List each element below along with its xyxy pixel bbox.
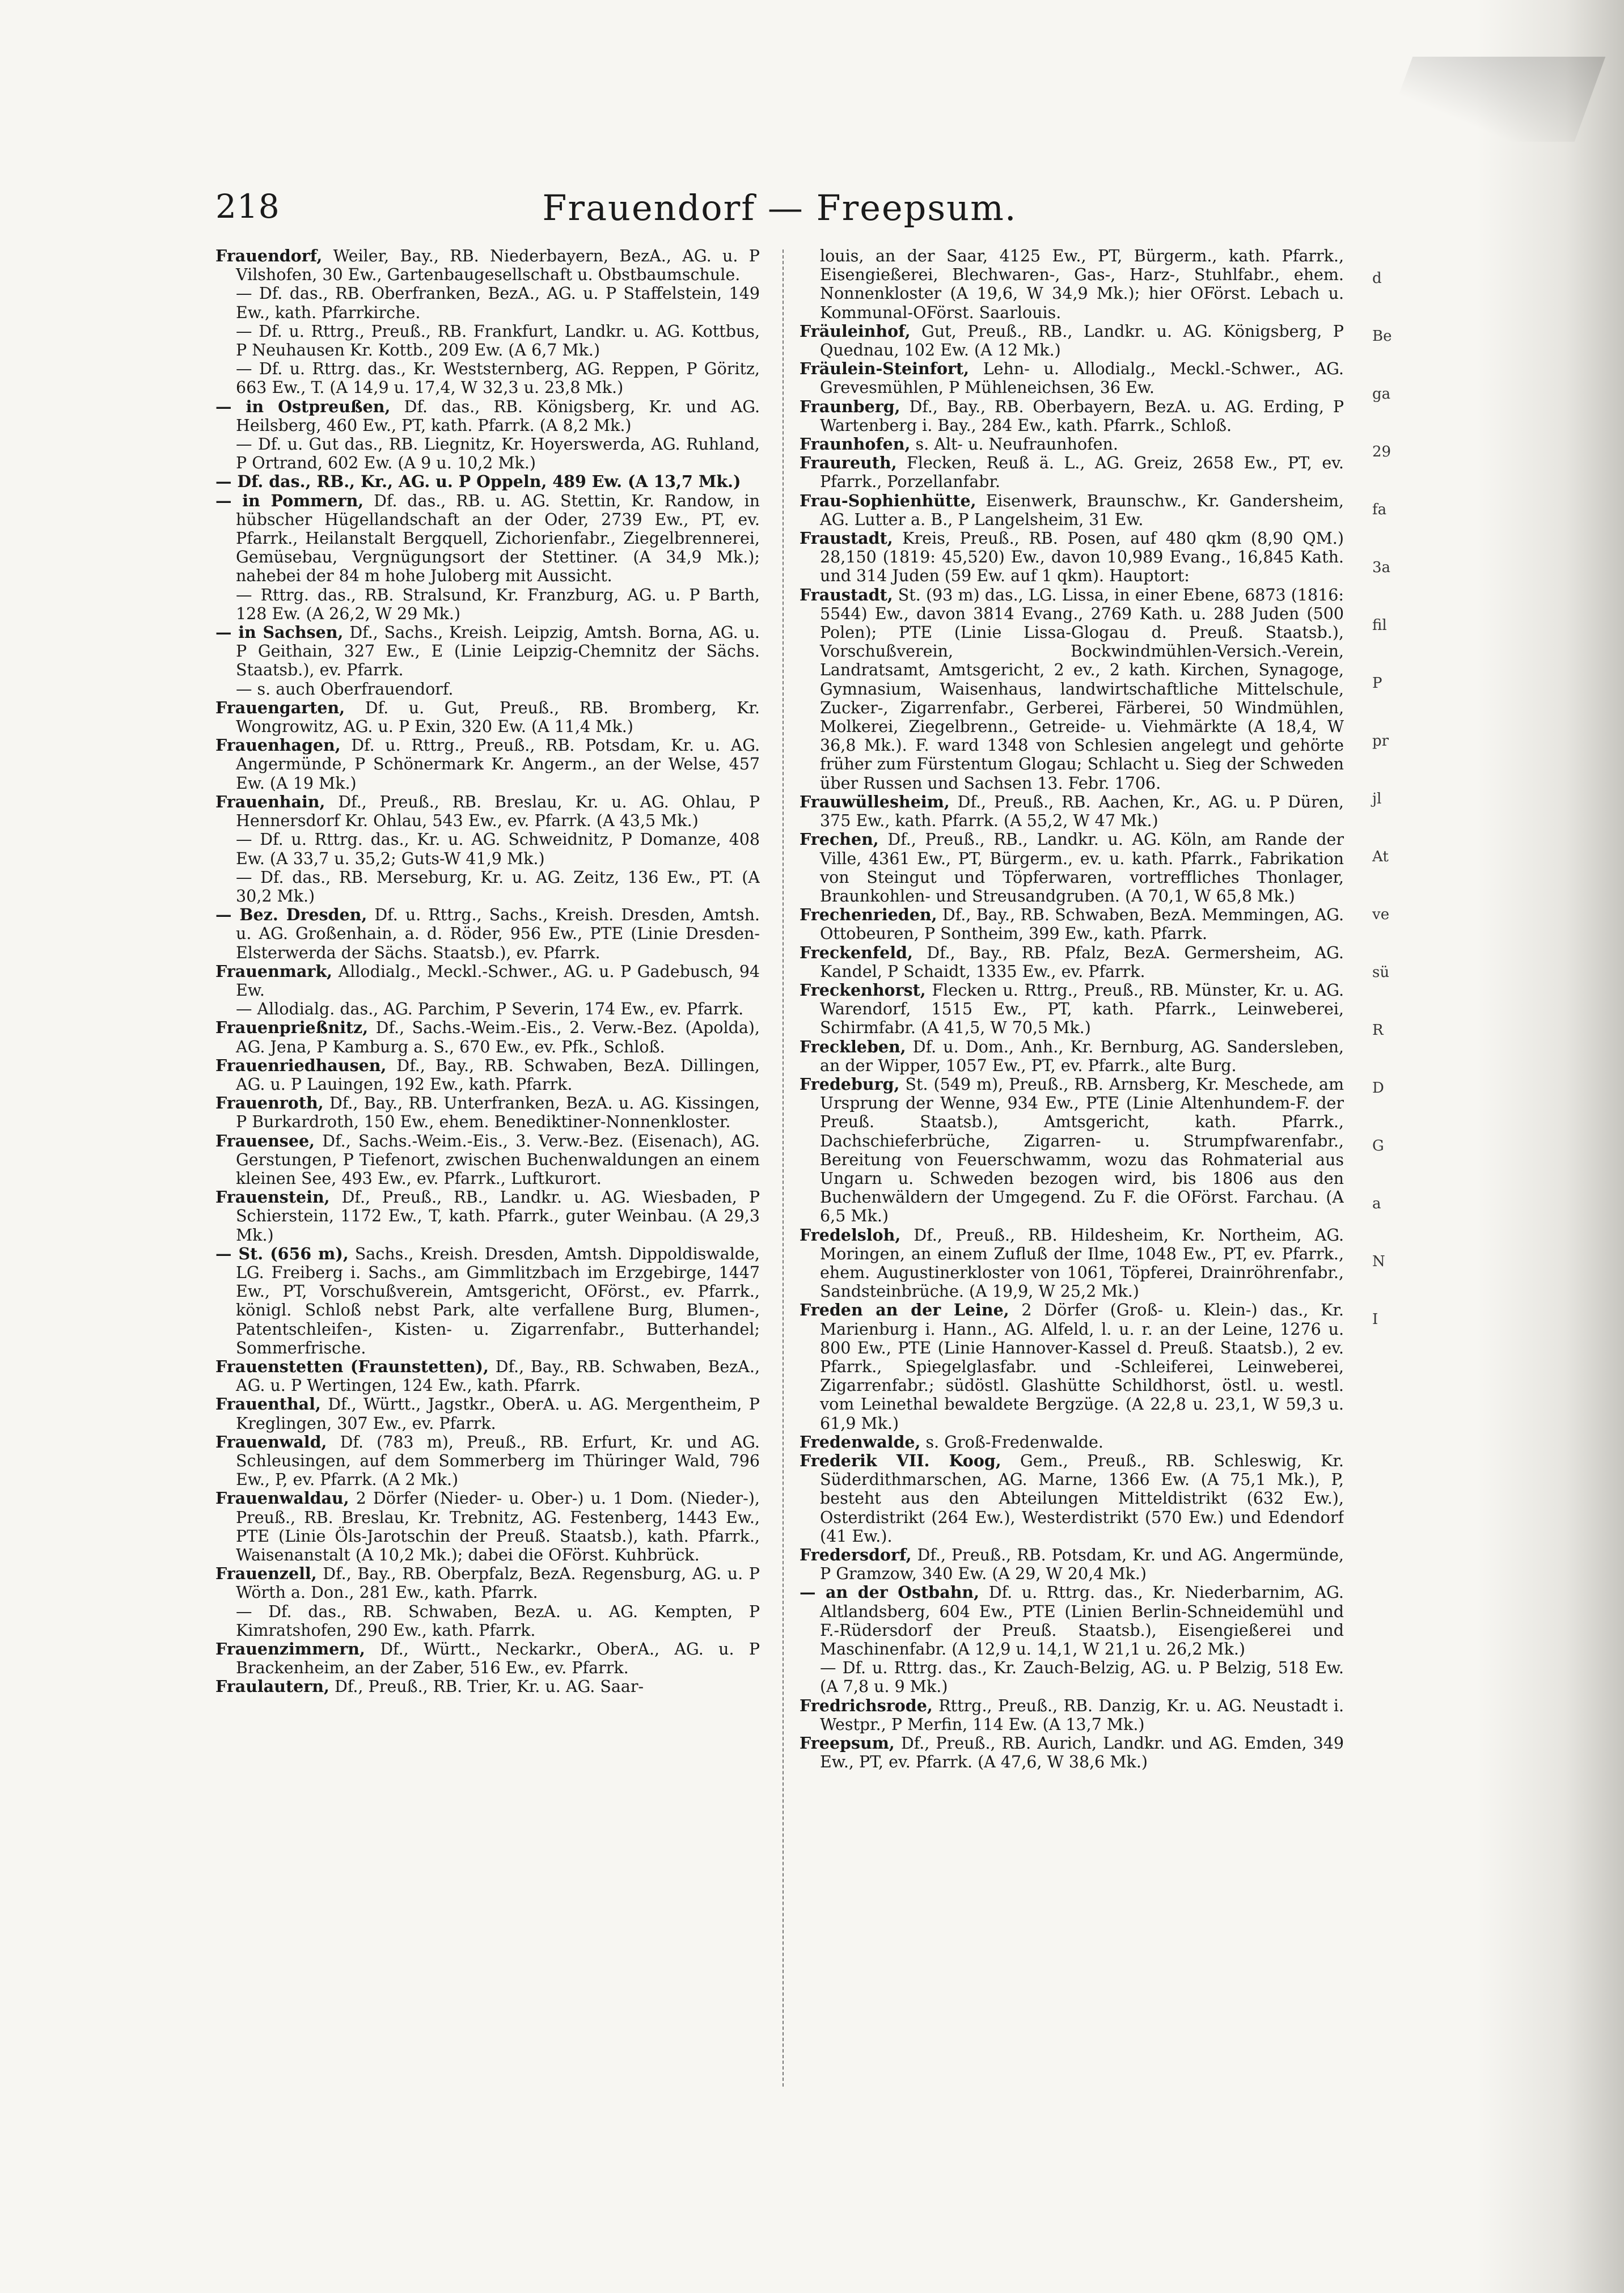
entry-text: Df. u. Gut, Preuß., RB. Bromberg, Kr. Wongrowitz, AG. u. P Exin, 320 Ew. (A 11,4 Mk.) — [236, 698, 760, 737]
entry-headword: Fraustadt, — [800, 585, 893, 604]
gazetteer-entry — [800, 322, 1344, 359]
entry-headword: Frechenrieden, — [800, 905, 937, 925]
gazetteer-entry — [215, 1018, 760, 1056]
gazetteer-entry — [215, 435, 760, 472]
entry-headword: Frauensee, — [215, 1131, 315, 1150]
entry-headword: — in Pommern, — [215, 490, 364, 510]
right-column — [800, 247, 1344, 2106]
entry-text: Flecken, Reuß ä. L., AG. Greiz, 2658 Ew., PT, ev. Pfarrk., Porzellanfabr. — [820, 454, 1344, 492]
entry-headword: Fraunberg, — [800, 396, 900, 416]
scan-edge-shadow — [1477, 0, 1624, 2293]
margin-fragment: 29 — [1372, 443, 1392, 460]
entry-headword: Frauenhagen, — [215, 735, 341, 755]
gazetteer-entry — [215, 1188, 760, 1245]
entry-headword: Frauenmark, — [215, 961, 333, 981]
entry-text: — Allodialg. das., AG. Parchim, P Severin, 174 Ew., ev. Pfarrk. — [236, 1000, 744, 1019]
entry-text: Df., Sachs.-Weim.-Eis., 3. Verw.-Bez. (Eisenach), AG. Gerstungen, P Tiefenort, zwischen Buchenwaldungen an einem kleinen See, 493 Ew., ev. Pfarrk., Luftkurort. — [236, 1131, 760, 1188]
left-column — [215, 247, 760, 2106]
gazetteer-entry — [215, 793, 760, 830]
gazetteer-entry — [215, 1000, 760, 1018]
gazetteer-entry — [800, 793, 1344, 830]
gazetteer-entry — [215, 1677, 760, 1696]
gazetteer-entry — [215, 962, 760, 1000]
page-title: Frauendorf — Freepsum. — [542, 187, 1017, 229]
gazetteer-entry — [215, 906, 760, 962]
entry-headword: Frauenprießnitz, — [215, 1018, 369, 1038]
entry-headword: Fredrichsrode, — [800, 1695, 933, 1715]
entry-text: Kreis, Preuß., RB. Posen, auf 480 qkm (8,90 QM.) 28,150 (1819: 45,520) Ew., davon 10,989 Evang., 16,845 Kath. und 314 Juden (59 Ew. auf 1 qkm). Hauptort: — [820, 529, 1344, 586]
entry-text: Df., Bay., RB. Pfalz, BezA. Germersheim, AG. Kandel, P Schaidt, 1335 Ew., ev. Pfarrk. — [820, 943, 1344, 981]
entry-headword: — St. (656 m), — [215, 1243, 349, 1263]
gazetteer-entry — [215, 1094, 760, 1131]
entry-text: Df., Bay., RB. Unterfranken, BezA. u. AG. Kissingen, P Burkardroth, 150 Ew., ehem. Benediktiner-Nonnenkloster. — [236, 1094, 760, 1132]
gazetteer-entry — [800, 492, 1344, 529]
gazetteer-entry — [215, 359, 760, 397]
gazetteer-entry — [215, 1602, 760, 1640]
gazetteer-entry — [800, 981, 1344, 1038]
margin-fragment: P — [1372, 675, 1382, 692]
gazetteer-entry — [800, 247, 1344, 322]
entry-headword: Frauengarten, — [215, 697, 345, 717]
entry-text: Df., Bay., RB. Schwaben, BezA. Dillingen, AG. u. P Lauingen, 192 Ew., kath. Pfarrk. — [236, 1056, 760, 1094]
gazetteer-entry — [800, 1226, 1344, 1301]
margin-fragment: ve — [1372, 906, 1390, 923]
gazetteer-entry — [215, 1433, 760, 1490]
entry-headword: Fraustadt, — [800, 528, 893, 548]
gazetteer-entry — [215, 1357, 760, 1395]
entry-text: Eisenwerk, Braunschw., Kr. Gandersheim, AG. Lutter a. B., P Langelsheim, 31 Ew. — [820, 491, 1344, 529]
gazetteer-entry — [800, 397, 1344, 435]
gazetteer-entry — [215, 1564, 760, 1602]
entry-text: Df., Preuß., RB., Landkr. u. AG. Wiesbaden, P Schierstein, 1172 Ew., T, kath. Pfarrk., guter Weinbau. (A 29,3 Mk.) — [236, 1188, 760, 1245]
entry-headword: Frauenhain, — [215, 792, 325, 811]
entry-text: Df., Bay., RB. Schwaben, BezA. Memmingen, AG. Ottobeuren, P Sontheim, 399 Ew., kath. Pfarrk. — [820, 906, 1344, 944]
entry-headword: Frauenzell, — [215, 1564, 317, 1584]
gazetteer-entry — [215, 1395, 760, 1432]
gazetteer-entry — [215, 680, 760, 699]
entry-text: St. (549 m), Preuß., RB. Arnsberg, Kr. Meschede, am Ursprung der Wenne, 934 Ew., PTE (Linie Altenhundem-F. der Preuß. Staatsb.), Amtsgericht, kath. Pfarrk., Dachschieferbrüche, Zigarren- u. Strumpfwarenfabr., Bereitung von Feuerschwamm, wozu das Rohmaterial aus Ungarn u. Schweden bezogen wird, bis 1806 aus den Buchenwäldern der Umgegend. Zu F. die OFörst. Farchau. (A 6,5 Mk.) — [820, 1074, 1344, 1226]
gazetteer-entry — [215, 1489, 760, 1564]
gazetteer-entry — [215, 623, 760, 680]
entry-headword: Frauenstein, — [215, 1187, 330, 1207]
entry-text: Sachs., Kreish. Dresden, Amtsh. Dippoldiswalde, LG. Freiberg i. Sachs., am Gimmlitzbach im Erzgebirge, 1447 Ew., PT, Vorschußverein, Amtsgericht, OFörst., ev. Pfarrk., königl. Schloß nebst Park, alte verfallene Burg, Blumen-, Patentschleifen-, Kisten- u. Zigarrenfabr., Butterhandel; Sommerfrische. — [236, 1244, 760, 1357]
entry-text: St. (93 m) das., LG. Lissa, in einer Ebene, 6873 (1816: 5544) Ew., davon 3814 Evang., 2769 Kath. u. 288 Juden (500 Polen); PTE (Linie Lissa-Glogau d. Preuß. Staatsb.), Vorschußverein, Bockwindmühlen-Versich.-Verein, Landratsamt, Amtsgericht, 2 ev., 2 kath. Kirchen, Synagoge, Gymnasium, Waisenhaus, landwirtschaftliche Mittelschule, Zucker-, Zigarrenfabr., Gerberei, Färberei, 50 Windmühlen, Molkerei, Ziegelbrenn., Getreide- u. Viehmärkte (A 18,4, W 36,8 Mk.). F. ward 1348 von Schlesien angelegt und gehörte früher zum Fürstentum Glogau; Schlacht u. Sieg der Schweden über Russen und Sachsen 13. Febr. 1706. — [820, 585, 1344, 793]
entry-headword: — an der Ostbahn, — [800, 1583, 980, 1602]
entry-text: Df. u. Rttrg., Preuß., RB. Potsdam, Kr. u. AG. Angermünde, P Schönermark Kr. Angerm., an der Welse, 457 Ew. (A 19 Mk.) — [236, 736, 760, 793]
gazetteer-entry — [800, 830, 1344, 906]
margin-fragment: jl — [1372, 790, 1382, 807]
gazetteer-entry — [215, 586, 760, 623]
gazetteer-entry — [800, 1659, 1344, 1696]
entry-text: Df. u. Dom., Anh., Kr. Bernburg, AG. Sandersleben, an der Wipper, 1057 Ew., PT, ev. Pfarrk., alte Burg. — [820, 1037, 1344, 1075]
gazetteer-entry — [800, 1583, 1344, 1659]
entry-headword: Frauenriedhausen, — [215, 1055, 387, 1075]
entry-headword: Fredenwalde, — [800, 1432, 921, 1452]
entry-headword: Freden an der Leine, — [800, 1300, 1009, 1320]
gazetteer-entry — [800, 1075, 1344, 1226]
margin-fragment: fa — [1372, 501, 1387, 518]
entry-text: s. Alt- u. Neufraunhofen. — [910, 435, 1118, 454]
entry-text: — Df. das., RB. Merseburg, Kr. u. AG. Zeitz, 136 Ew., PT. (A 30,2 Mk.) — [236, 868, 760, 906]
entry-headword: — in Ostpreußen, — [215, 396, 391, 416]
entry-headword: — Df. das., RB., Kr., AG. u. P Oppeln, 489 Ew. (A 13,7 Mk.) — [215, 472, 741, 492]
entry-text: Df., Württ., Jagstkr., OberA. u. AG. Mergentheim, P Kreglingen, 307 Ew., ev. Pfarrk. — [236, 1395, 760, 1433]
gazetteer-entry — [800, 1301, 1344, 1432]
entry-text: Df., Württ., Neckarkr., OberA., AG. u. P Brackenheim, an der Zaber, 516 Ew., ev. Pfarrk. — [236, 1640, 760, 1678]
margin-fragment: N — [1372, 1253, 1385, 1270]
gazetteer-entry — [800, 1734, 1344, 1771]
entry-text: Df. (783 m), Preuß., RB. Erfurt, Kr. und AG. Schleusingen, auf dem Sommerberg im Thüringer Wald, 796 Ew., P, ev. Pfarrk. (A 2 Mk.) — [236, 1432, 760, 1490]
entry-text: Weiler, Bay., RB. Niederbayern, BezA., AG. u. P Vilshofen, 30 Ew., Gartenbaugesellschaft u. Obstbaumschule. — [236, 247, 760, 285]
gazetteer-entry — [800, 586, 1344, 793]
margin-fragment: 3a — [1372, 559, 1391, 576]
gazetteer-entry — [215, 1056, 760, 1094]
entry-headword: Frauenzimmern, — [215, 1639, 365, 1659]
entry-headword: Freepsum, — [800, 1733, 895, 1753]
gazetteer-entry — [215, 1132, 760, 1188]
gazetteer-entry — [800, 1038, 1344, 1075]
entry-text: Df. u. Rttrg., Sachs., Kreish. Dresden, Amtsh. u. AG. Großenhain, a. d. Röder, 956 Ew., PTE (Linie Dresden-Elsterwerda der Sächs. Staatsb.), ev. Pfarrk. — [236, 906, 760, 962]
entry-text: Lehn- u. Allodialg., Meckl.-Schwer., AG. Grevesmühlen, P Mühleneichsen, 36 Ew. — [820, 359, 1344, 397]
entry-headword: Frauenwald, — [215, 1432, 327, 1452]
gazetteer-entry — [800, 1697, 1344, 1734]
gazetteer-entry — [215, 322, 760, 359]
gazetteer-entry — [215, 1640, 760, 1677]
entry-text: — Rttrg. das., RB. Stralsund, Kr. Franzburg, AG. u. P Barth, 128 Ew. (A 26,2, W 29 Mk.) — [236, 585, 760, 623]
running-head — [215, 187, 1344, 238]
gazetteer-entry — [215, 397, 760, 435]
entry-headword: Freckenfeld, — [800, 942, 913, 962]
gazetteer-entry — [215, 492, 760, 586]
gazetteer-entry — [215, 736, 760, 793]
entry-text: Df. das., RB. Königsberg, Kr. und AG. Heilsberg, 460 Ew., PT, kath. Pfarrk. (A 8,2 Mk.) — [236, 397, 760, 435]
entry-text: — Df. u. Gut das., RB. Liegnitz, Kr. Hoyerswerda, AG. Ruhland, P Ortrand, 602 Ew. (A 9 u. 10,2 Mk.) — [236, 435, 760, 473]
entry-text: — Df. u. Rttrg. das., Kr. Weststernberg, AG. Reppen, P Göritz, 663 Ew., T. (A 14,9 u. 17,4, W 32,3 u. 23,8 Mk.) — [236, 359, 760, 397]
margin-fragment: fil — [1372, 617, 1387, 634]
entry-text: Rttrg., Preuß., RB. Danzig, Kr. u. AG. Neustadt i. Westpr., P Merfin, 114 Ew. (A 13,7 Mk.) — [820, 1696, 1344, 1734]
entry-text: Df., Sachs.-Weim.-Eis., 2. Verw.-Bez. (Apolda), AG. Jena, P Kamburg a. S., 670 Ew., ev. Pfk., Schloß. — [236, 1018, 760, 1056]
margin-fragment: At — [1372, 848, 1389, 865]
margin-fragment: a — [1372, 1195, 1381, 1212]
entry-headword: Fraureuth, — [800, 453, 897, 473]
entry-headword: Frauenstetten (Fraunstetten), — [215, 1356, 489, 1376]
entry-headword: Fredersdorf, — [800, 1545, 912, 1565]
gazetteer-entry — [800, 435, 1344, 454]
entry-text: Allodialg., Meckl.-Schwer., AG. u. P Gadebusch, 94 Ew. — [236, 962, 760, 1000]
entry-text: Df., Preuß., RB., Landkr. u. AG. Köln, am Rande der Ville, 4361 Ew., PT, Bürgerm., ev. u. kath. Pfarrk., Fabrikation von Steingut und Töpferwaren, vortreffliches Thonlager, Braunkohlen- und Streusandgruben. (A 70,1, W 65,8 Mk.) — [820, 830, 1344, 906]
entry-text: — Df. u. Rttrg. das., Kr. u. AG. Schweidnitz, P Domanze, 408 Ew. (A 33,7 u. 35,2; Guts-W 41,9 Mk.) — [236, 830, 760, 868]
entry-text: Gem., Preuß., RB. Schleswig, Kr. Süderdithmarschen, AG. Marne, 1366 Ew. (A 75,1 Mk.), P, besteht aus den Abteilungen Mitteldistrikt (632 Ew.), Osterdistrikt (264 Ew.), Westerdistrikt (570 Ew.) und Edendorf (41 Ew.). — [820, 1452, 1344, 1546]
entry-headword: Frauwüllesheim, — [800, 792, 950, 811]
entry-headword: Fredelsloh, — [800, 1225, 901, 1245]
margin-fragment: R — [1372, 1022, 1384, 1039]
entry-text: s. Groß-Fredenwalde. — [920, 1432, 1103, 1452]
margin-fragments — [1372, 249, 1418, 1610]
entry-text: Df., Preuß., RB. Trier, Kr. u. AG. Saar- — [329, 1677, 644, 1697]
entry-text: 2 Dörfer (Nieder- u. Ober-) u. 1 Dom. (Nieder-), Preuß., RB. Breslau, Kr. Trebnitz, AG. Festenberg, 1443 Ew., PTE (Linie Öls-Jarotschin der Preuß. Staatsb.), kath. Pfarrk., Waisenanstalt (A 10,2 Mk.); dabei die OFörst. Kuhbrück. — [236, 1489, 760, 1565]
entry-headword: Fredeburg, — [800, 1074, 900, 1094]
entry-text: Flecken u. Rttrg., Preuß., RB. Münster, Kr. u. AG. Warendorf, 1515 Ew., PT, kath. Pfarrk., Leinweberei, Schirmfabr. (A 41,5, W 70,5 Mk.) — [820, 980, 1344, 1038]
entry-headword: Frauenwaldau, — [215, 1488, 349, 1508]
entry-text: — Df. u. Rttrg., Preuß., RB. Frankfurt, Landkr. u. AG. Kottbus, P Neuhausen Kr. Kottb., 209 Ew. (A 6,7 Mk.) — [236, 321, 760, 360]
entry-text: Df. u. Rttrg. das., Kr. Niederbarnim, AG. Altlandsberg, 604 Ew., PTE (Linien Berlin-Schneidemühl und F.-Rüdersdorf der Preuß. Staatsb.), Eisengießerei und Maschinenfabr. (A 12,9 u. 14,1, W 21,1 u. 26,2 Mk.) — [820, 1583, 1344, 1659]
entry-headword: Frauendorf, — [215, 247, 323, 265]
gazetteer-entry — [215, 284, 760, 321]
margin-fragment: G — [1372, 1137, 1384, 1154]
entry-text: Df., Preuß., RB. Aurich, Landkr. und AG. Emden, 349 Ew., PT, ev. Pfarrk. (A 47,6, W 38,6 Mk.) — [820, 1734, 1344, 1772]
entry-headword: Freckenhorst, — [800, 980, 926, 1000]
entry-headword: Fräuleinhof, — [800, 321, 911, 341]
entry-text: — Df. das., RB. Schwaben, BezA. u. AG. Kempten, P Kimratshofen, 290 Ew., kath. Pfarrk. — [236, 1602, 760, 1640]
entry-text: Df., Bay., RB. Oberpfalz, BezA. Regensburg, AG. u. P Wörth a. Don., 281 Ew., kath. Pfarrk. — [236, 1564, 760, 1602]
entry-text: louis, an der Saar, 4125 Ew., PT, Bürgerm., kath. Pfarrk., Eisengießerei, Blechwaren-, Gas-, Harz-, Stuhlfabr., ehem. Nonnenkloster (A 19,6, W 34,9 Mk.); hier OFörst. Lebach u. Kommunal-OFörst. Saarlouis. — [820, 247, 1344, 322]
entry-text: Df., Sachs., Kreish. Leipzig, Amtsh. Borna, AG. u. P Geithain, 327 Ew., E (Linie Leipzig-Chemnitz der Sächs. Staatsb.), ev. Pfarrk. — [236, 623, 760, 680]
entry-headword: Fräulein-Steinfort, — [800, 359, 970, 379]
gazetteer-entry — [800, 529, 1344, 586]
entry-headword: Fraulautern, — [215, 1677, 329, 1697]
entry-text: Df. das., RB. u. AG. Stettin, Kr. Randow, in hübscher Hügellandschaft an der Oder, 2739 Ew., PT, ev. Pfarrk., Heilanstalt Bergquell, Zichorienfabr., Ziegelbrennerei, Gemüsebau, Vergnügungsort der Stettiner. (A 34,9 Mk.); nahebei der 84 m hohe Juloberg mit Aussicht. — [236, 491, 760, 586]
entry-text: 2 Dörfer (Groß- u. Klein-) das., Kr. Marienburg i. Hann., AG. Alfeld, l. u. r. an der Leine, 1276 u. 800 Ew., PTE (Linie Hannover-Kassel d. Preuß. Staatsb.), 2 ev. Pfarrk., Spiegelglasfabr. und -Schleiferei, Leinweberei, Zigarrenfabr.; südöstl. Glashütte Schildhorst, östl. u. westl. vom Leinethal bewaldete Bergzüge. (A 22,8 u. 23,1, W 59,3 u. 61,9 Mk.) — [820, 1301, 1344, 1433]
entry-headword: — in Sachsen, — [215, 623, 344, 642]
entry-text: Gut, Preuß., RB., Landkr. u. AG. Königsberg, P Quednau, 102 Ew. (A 12 Mk.) — [820, 321, 1344, 360]
gazetteer-entry — [800, 944, 1344, 981]
page-number: 218 — [215, 187, 280, 226]
entry-headword: Freckleben, — [800, 1036, 906, 1056]
margin-fragment: d — [1372, 270, 1382, 287]
gazetteer-entry — [800, 1452, 1344, 1546]
column-divider — [783, 249, 784, 2087]
entry-headword: Frau-Sophienhütte, — [800, 490, 976, 510]
entry-text: Df., Preuß., RB. Hildesheim, Kr. Northeim, AG. Moringen, an einem Zufluß der Ilme, 1048 Ew., PT, ev. Pfarrk., ehem. Augustinerkloster von 1061, Töpferei, Drainröhrenfabr., Sandsteinbrüche. (A 19,9, W 25,2 Mk.) — [820, 1225, 1344, 1301]
entry-headword: Frauenthal, — [215, 1394, 321, 1414]
margin-fragment: I — [1372, 1311, 1378, 1328]
gazetteer-entry — [800, 1546, 1344, 1583]
entry-text: — s. auch Oberfrauendorf. — [236, 679, 454, 699]
gazetteer-entry — [215, 830, 760, 868]
margin-fragment: ga — [1372, 386, 1391, 403]
gazetteer-entry — [800, 906, 1344, 943]
entry-headword: Frauenroth, — [215, 1093, 324, 1113]
entry-headword: — Bez. Dresden, — [215, 905, 367, 925]
entry-text: Df., Bay., RB. Schwaben, BezA., AG. u. P Wertingen, 124 Ew., kath. Pfarrk. — [236, 1357, 760, 1395]
gazetteer-entry — [215, 472, 760, 491]
entry-headword: Frederik VII. Koog, — [800, 1451, 1001, 1470]
margin-fragment: pr — [1372, 733, 1389, 750]
entry-text: Df., Preuß., RB. Potsdam, Kr. und AG. Angermünde, P Gramzow, 340 Ew. (A 29, W 20,4 Mk.) — [820, 1546, 1344, 1584]
entry-text: — Df. u. Rttrg. das., Kr. Zauch-Belzig, AG. u. P Belzig, 518 Ew. (A 7,8 u. 9 Mk.) — [820, 1659, 1344, 1697]
gazetteer-entry — [215, 699, 760, 736]
gazetteer-entry — [215, 247, 760, 284]
entry-headword: Frechen, — [800, 830, 879, 849]
entry-text: — Df. das., RB. Oberfranken, BezA., AG. u. P Staffelstein, 149 Ew., kath. Pfarrkirche. — [236, 284, 760, 322]
gazetteer-entry — [800, 454, 1344, 491]
entry-headword: Fraunhofen, — [800, 434, 911, 454]
gazetteer-entry — [215, 868, 760, 906]
margin-fragment: D — [1372, 1080, 1384, 1097]
margin-fragment: sü — [1372, 964, 1390, 981]
gazetteer-entry — [800, 1433, 1344, 1452]
gazetteer-entry — [800, 359, 1344, 397]
gazetteer-entry — [215, 1245, 760, 1357]
entry-text: Df., Preuß., RB. Aachen, Kr., AG. u. P Düren, 375 Ew., kath. Pfarrk. (A 55,2, W 47 Mk.) — [820, 792, 1344, 831]
entry-text: Df., Bay., RB. Oberbayern, BezA. u. AG. Erding, P Wartenberg i. Bay., 284 Ew., kath. Pfarrk., Schloß. — [820, 397, 1344, 435]
margin-fragment: Be — [1372, 328, 1392, 345]
entry-text: Df., Preuß., RB. Breslau, Kr. u. AG. Ohlau, P Hennersdorf Kr. Ohlau, 543 Ew., ev. Pfarrk. (A 43,5 Mk.) — [236, 792, 760, 831]
